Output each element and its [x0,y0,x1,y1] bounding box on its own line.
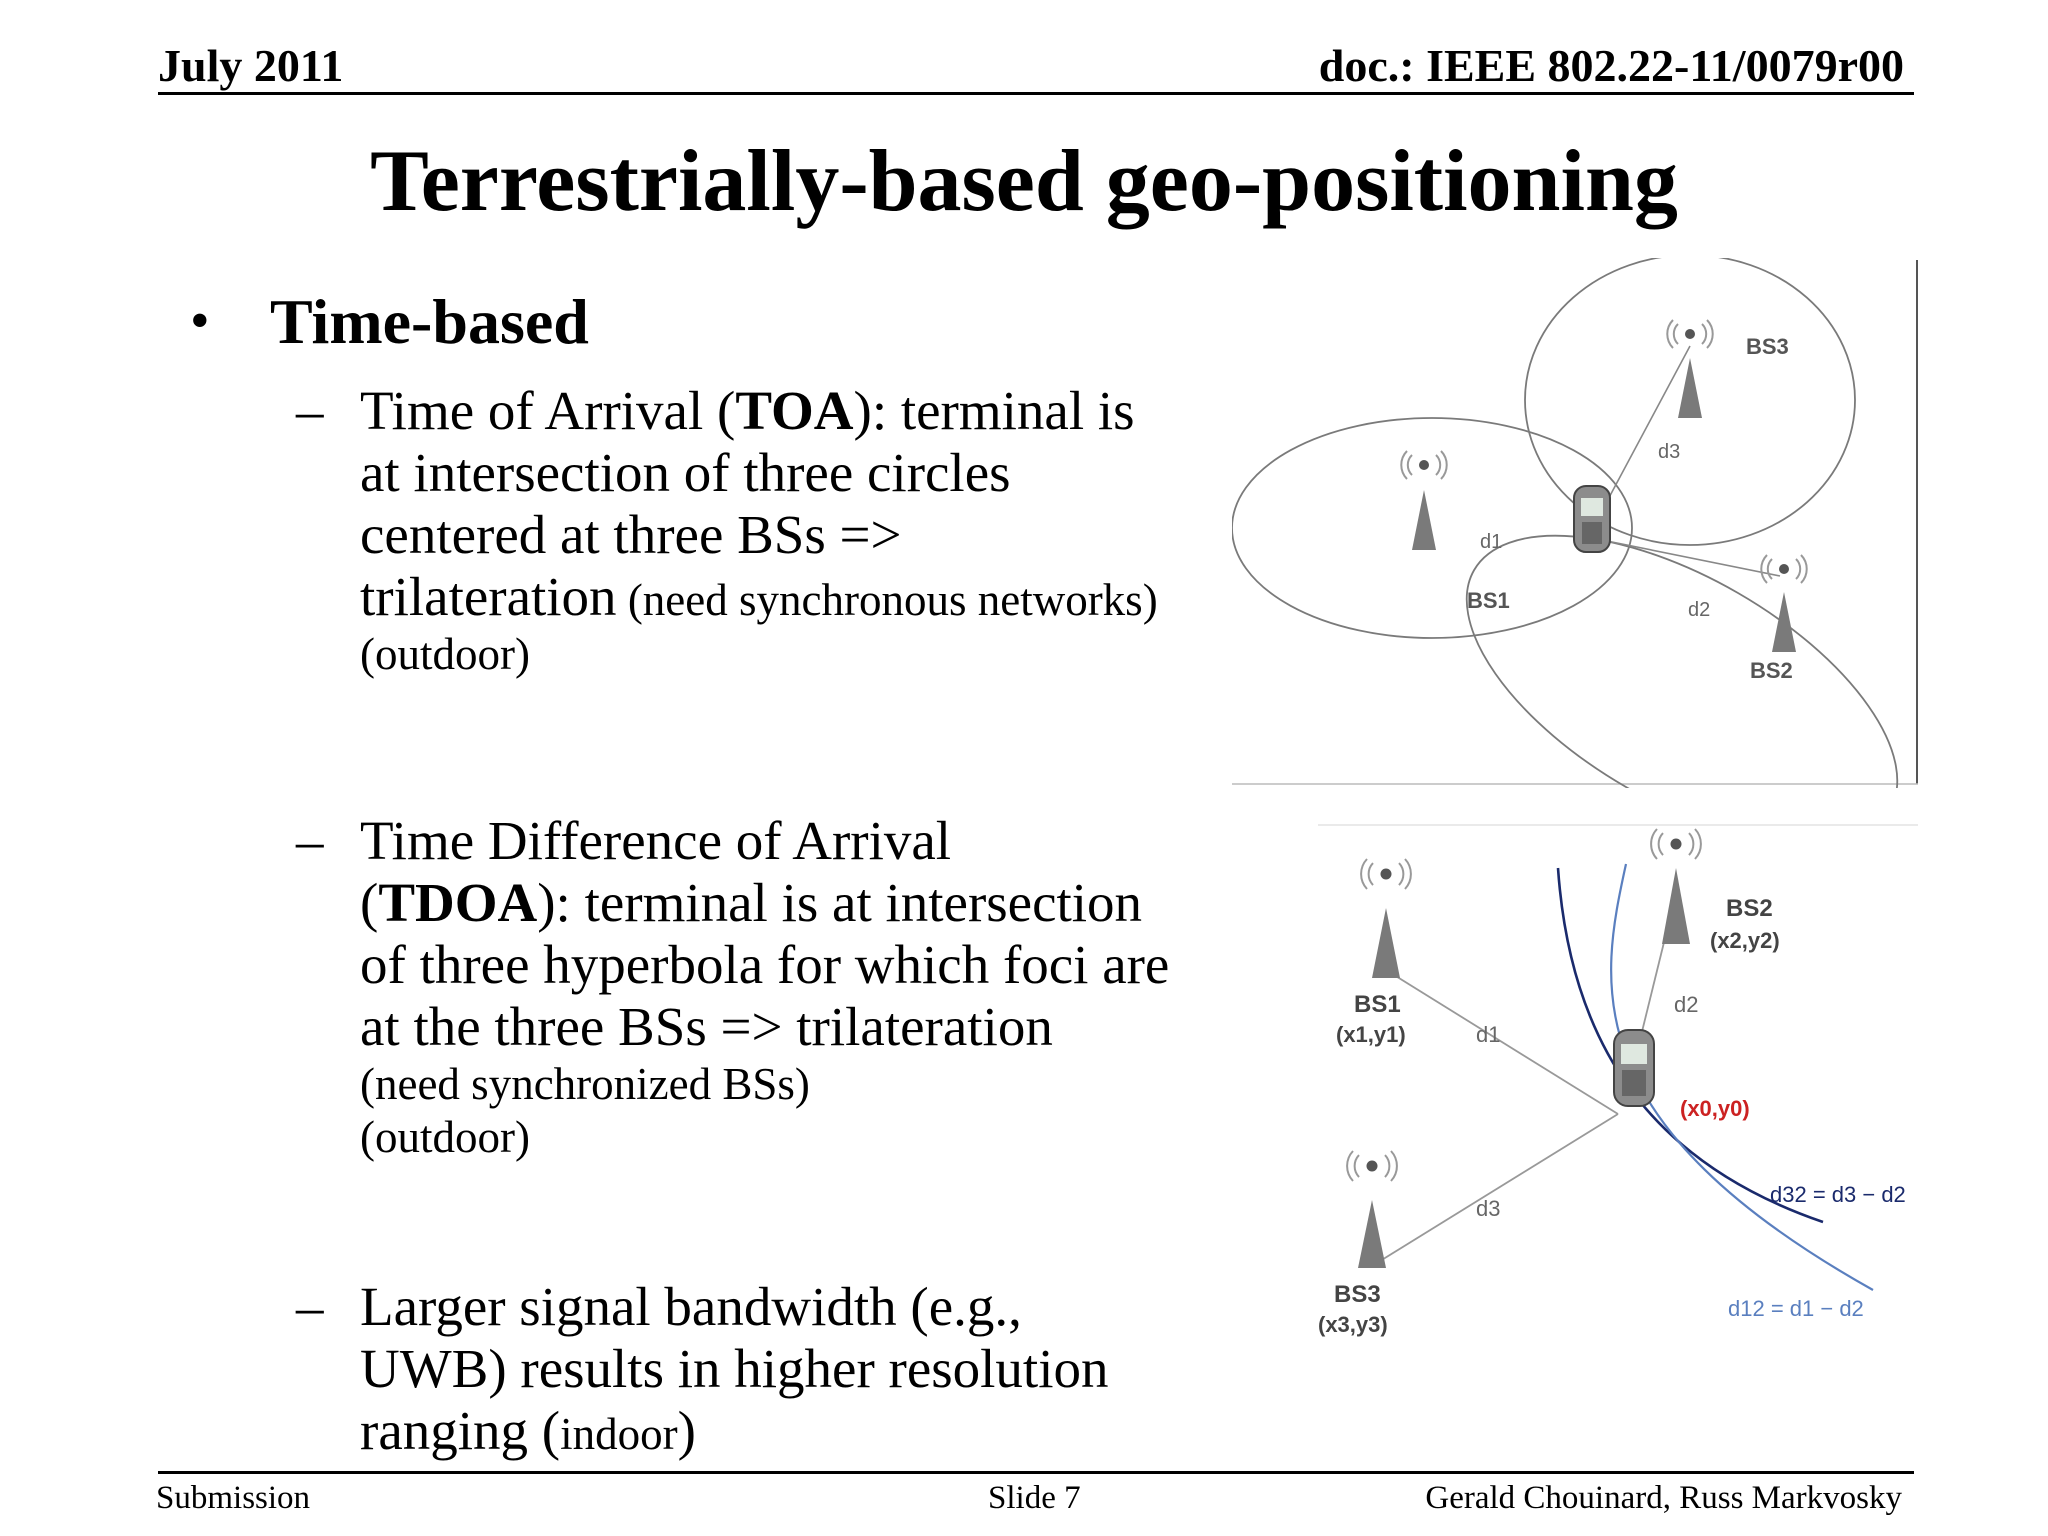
toa-note2: (outdoor) [360,629,530,679]
footer-authors: Gerald Chouinard, Russ Markvosky [1425,1480,1902,1516]
uwb-small: indoor [560,1409,678,1459]
dash-marker-tdoa: – [296,810,324,871]
tdoa-diagram [1318,822,1918,1352]
tdoa-bs2-coord: (x2,y2) [1710,928,1780,953]
footer-slide-number: Slide 7 [988,1480,1081,1516]
tdoa-note: (need synchronized BSs) [360,1059,810,1109]
tdoa-note2: (outdoor) [360,1112,530,1162]
tdoa-eq12-label: d12 = d1 − d2 [1728,1296,1864,1321]
footer-rule [158,1471,1914,1474]
toa-diagram [1232,258,1920,788]
toa-text-pre: Time of Arrival ( [360,380,736,441]
toa-note: (need synchronous networks) [616,575,1158,625]
toa-acronym: TOA [735,380,854,441]
tdoa-bs1-label: BS1 [1354,991,1401,1018]
header-doc-id: doc.: IEEE 802.22-11/0079r00 [1318,40,1904,91]
toa-d1-label: d1 [1480,531,1503,553]
header-date: July 2011 [158,40,344,91]
tdoa-d1-label: d1 [1476,1022,1501,1047]
tdoa-bs1-coord: (x1,y1) [1336,1022,1406,1047]
tdoa-acronym: TDOA [378,872,538,933]
tdoa-bs3-label: BS3 [1334,1281,1381,1308]
dash-marker-toa: – [296,380,324,441]
tdoa-bs3-coord: (x3,y3) [1318,1312,1388,1337]
tdoa-terminal-coord: (x0,y0) [1680,1096,1750,1121]
tdoa-phone-icon [1614,1030,1654,1106]
toa-bs1-label: BS1 [1467,588,1510,613]
tdoa-text-pre: Time Difference of Arrival ( [360,810,952,933]
header-rule [158,92,1914,95]
uwb-text: Larger signal bandwidth (e.g., UWB) results in higher resolution ranging ( [360,1276,1109,1461]
toa-d2-label: d2 [1688,599,1711,621]
tdoa-bs2-label: BS2 [1726,895,1773,922]
tdoa-d3-label: d3 [1476,1196,1501,1221]
footer-submission: Submission [156,1480,311,1516]
bullet-heading: Time-based [270,286,589,357]
toa-text-post: ): terminal is at intersection of three circles centered at three BSs => trilateration [360,380,1135,627]
tdoa-d2-label: d2 [1674,992,1699,1017]
slide-title: Terrestrially-based geo-positioning [370,133,1678,230]
dash-marker-uwb: – [296,1276,324,1337]
toa-d3-label: d3 [1658,441,1681,463]
toa-bs2-label: BS2 [1750,658,1793,683]
uwb-close: ) [677,1400,696,1461]
tdoa-text-post: ): terminal is at intersection of three hyperbola for which foci are at the three BSs => trilateration [360,872,1170,1057]
toa-phone-icon [1574,486,1610,552]
bullet-dot: • [190,290,210,352]
tdoa-item [360,810,1170,1164]
toa-item [360,380,1170,681]
uwb-item [360,1276,1170,1462]
tdoa-eq32-label: d32 = d3 − d2 [1770,1182,1906,1207]
toa-bs3-label: BS3 [1746,334,1789,359]
